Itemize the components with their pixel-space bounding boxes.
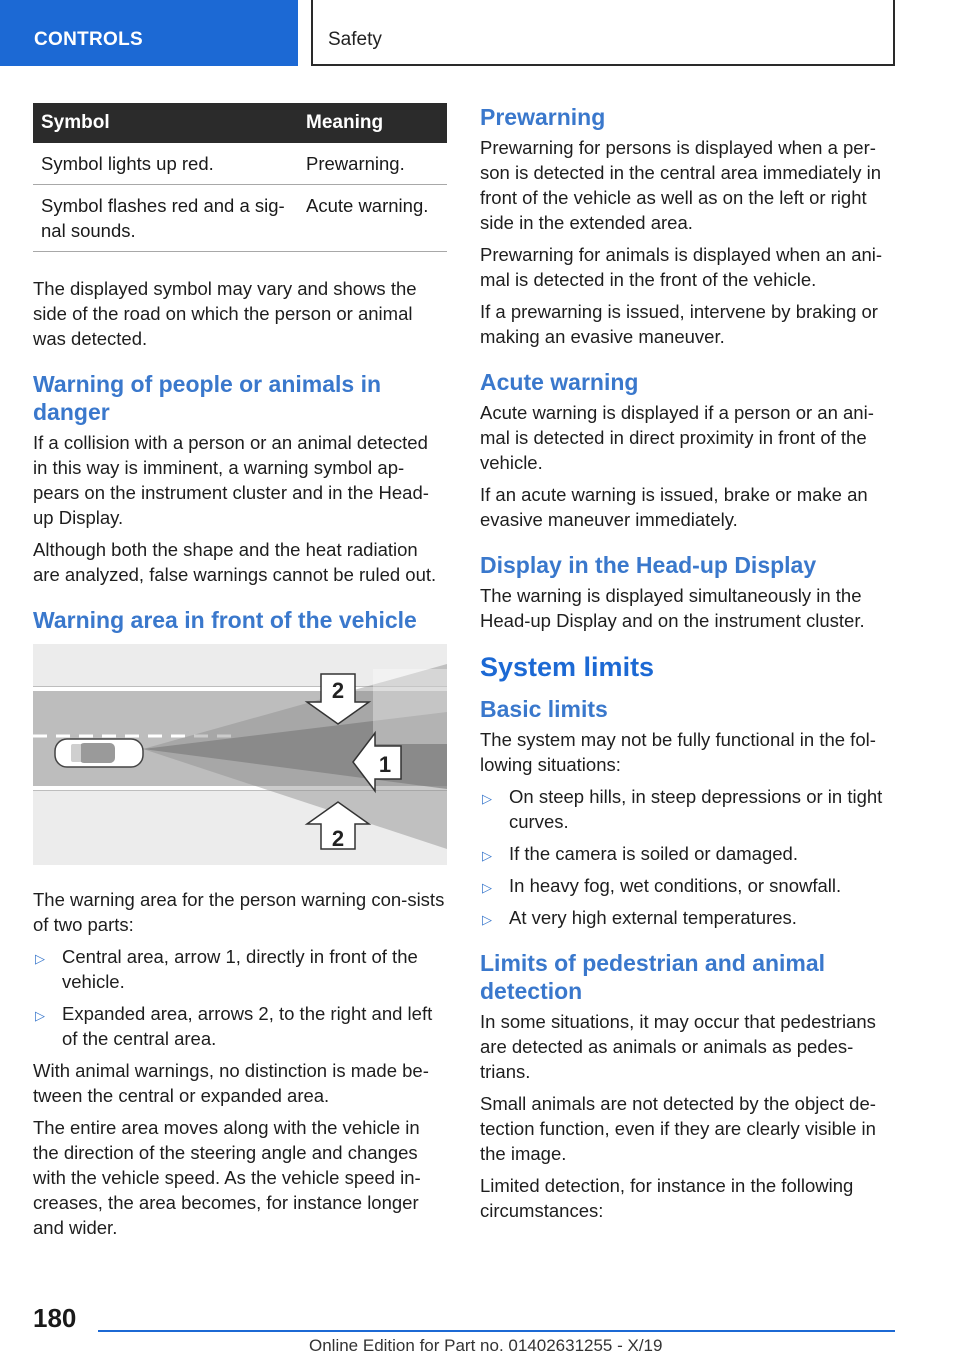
right-column [480, 103, 898, 1230]
table-cell: Symbol lights up red. [33, 143, 298, 185]
paragraph-prewarning-action: If a prewarning is issued, intervene by braking or making an evasive maneuver. [480, 301, 878, 347]
heading-system-limits: System limits [480, 652, 655, 682]
list-item: ▷ At very high external temperatures. [480, 905, 898, 930]
heading-basic-limits: Basic limits [480, 696, 608, 722]
header-bottom-border [311, 64, 895, 66]
paragraph-warning-area: The warning area for the person warning con-sists of two parts: [33, 889, 445, 935]
paragraph-acute-display: Acute warning is displayed if a person or an ani-mal is detected in direct proximity in front of the vehicle. [480, 402, 874, 473]
paragraph-collision: If a collision with a person or an animal detected in this way is imminent, a warning symbol ap-pears on the instrument cluster and in the Head-up Display. [33, 432, 429, 528]
footer-edition: Online Edition for Part no. 01402631255 - X/19 [309, 1336, 663, 1355]
list-item: ▷ If the camera is soiled or damaged. [480, 841, 898, 866]
paragraph-acute-action: If an acute warning is issued, brake or make an evasive maneuver immediately. [480, 484, 868, 530]
arrow-top-label: 2 [331, 678, 345, 703]
triangle-bullet-icon: ▷ [482, 912, 492, 927]
paragraph-detection-3: Limited detection, for instance in the following circumstances: [480, 1175, 854, 1221]
table-row [33, 143, 447, 185]
paragraph-entire-area: The entire area moves along with the vehicle in the direction of the steering angle and changes with the vehicle speed. As the vehicle speed in-creases, the area becomes, for instance longer and wider. [33, 1117, 421, 1238]
paragraph-detection-2: Small animals are not detected by the object de-tection function, even if they are clearly visible in the image. [480, 1093, 876, 1164]
list-item: ▷ On steep hills, in steep depressions or in tight curves. [482, 786, 883, 832]
paragraph-displayed-symbol: The displayed symbol may vary and shows the side of the road on which the person or animal was detected. [33, 278, 417, 349]
left-column [33, 103, 447, 1247]
table-header-row [33, 103, 447, 143]
table-row [33, 185, 447, 252]
basic-limits-list [480, 784, 898, 930]
list-item: ▷ In heavy fog, wet conditions, or snowfall. [480, 873, 898, 898]
table-cell: Symbol flashes red and a sig- nal sounds. [33, 185, 298, 252]
triangle-bullet-icon: ▷ [35, 951, 45, 966]
heading-acute-warning: Acute warning [480, 369, 639, 395]
side-highlight [373, 669, 447, 744]
footer-rule [98, 1330, 895, 1332]
paragraph-animal-warnings: With animal warnings, no distinction is made be-tween the central or expanded area. [33, 1060, 429, 1106]
list-item: ▷ Central area, arrow 1, directly in front of the vehicle. [35, 946, 418, 992]
header-right-border [893, 0, 895, 66]
heading-warning-people: Warning of people or animals in danger [33, 371, 382, 425]
triangle-bullet-icon: ▷ [482, 880, 492, 895]
heading-detection-limits: Limits of pedestrian and animal detection [480, 950, 826, 1004]
section-tab[interactable]: CONTROLS [0, 0, 298, 66]
arrow-mid-label: 1 [378, 752, 392, 777]
heading-warning-area: Warning area in front of the vehicle [33, 607, 417, 633]
paragraph-hud: The warning is displayed simultaneously in the Head-up Display and on the instrument cluster. [480, 585, 865, 631]
paragraph-prewarning-animals: Prewarning for animals is displayed when an ani-mal is detected in the front of the vehicle. [480, 244, 883, 290]
heading-hud: Display in the Head-up Display [480, 552, 817, 578]
paragraph-false-warnings: Although both the shape and the heat radiation are analyzed, false warnings cannot be ruled out. [33, 539, 437, 585]
triangle-bullet-icon: ▷ [482, 848, 492, 863]
table-header-symbol: Symbol [33, 103, 298, 143]
vehicle-icon [55, 739, 143, 767]
table-cell: Acute warning. [298, 185, 447, 252]
chapter-title: Safety [328, 29, 382, 50]
paragraph-detection-1: In some situations, it may occur that pedestrians are detected as animals or animals as pedes-trians. [480, 1011, 876, 1082]
table-cell: Prewarning. [298, 143, 447, 185]
warning-area-diagram [33, 644, 447, 865]
arrow-bottom-label: 2 [331, 826, 345, 851]
table-header-meaning: Meaning [298, 103, 447, 143]
heading-prewarning: Prewarning [480, 104, 606, 130]
symbol-table [33, 103, 447, 252]
header-divider [311, 0, 313, 66]
page-number: 180 [33, 1303, 77, 1333]
warning-area-list [33, 944, 447, 1051]
paragraph-prewarning-persons: Prewarning for persons is displayed when a per-son is detected in the central area immediately in front of the vehicle as well as on the left or right side in the extended area. [480, 137, 882, 233]
triangle-bullet-icon: ▷ [482, 791, 492, 806]
list-item: ▷ Expanded area, arrows 2, to the right and left of the central area. [35, 1003, 433, 1049]
paragraph-basic-limits: The system may not be fully functional in the fol-lowing situations: [480, 729, 876, 775]
triangle-bullet-icon: ▷ [35, 1008, 45, 1023]
page-header [0, 0, 960, 66]
